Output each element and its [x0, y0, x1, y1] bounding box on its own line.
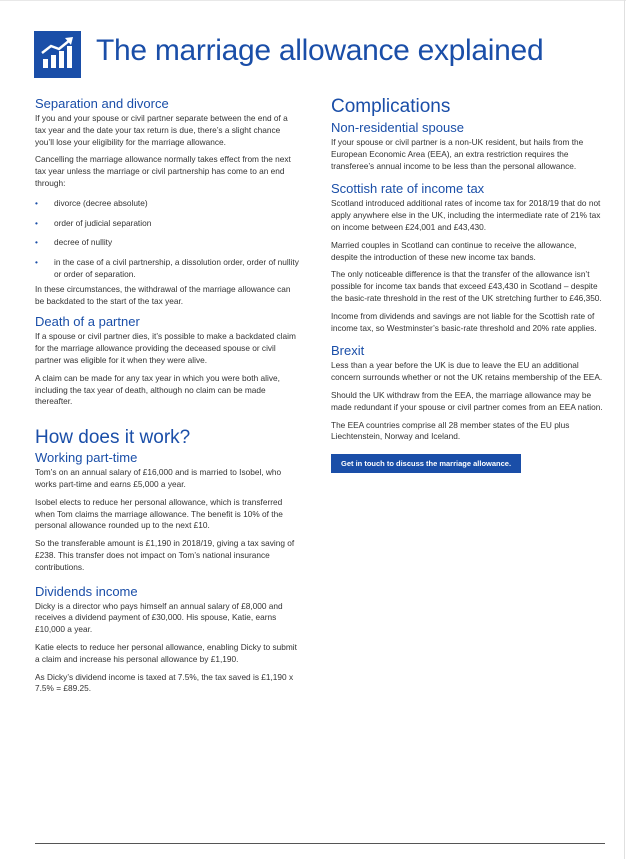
complications-heading: Complications — [331, 96, 451, 117]
list-item — [35, 198, 300, 210]
separation-paragraph-1: If you and your spouse or civil partner separate between the end of a tax year and the date your tax return is due, there’s a slight chance you’ll lose your eligibility for the marriage allowance. — [35, 113, 288, 147]
scottish-paragraph-4: Income from dividends and savings are not liable for the Scottish rate of income tax, so Westminster’s basic-rate threshold and 20% rate applies. — [331, 310, 597, 333]
dividends-paragraph-2: Katie elects to reduce her personal allowance, enabling Dicky to submit a claim and increase his personal allowance by £1,190. — [35, 641, 297, 664]
brexit-heading: Brexit — [331, 343, 365, 359]
page-edge — [624, 0, 625, 859]
bullet-icon: • — [35, 257, 38, 268]
separation-heading: Separation and divorce — [35, 96, 169, 111]
list-item — [35, 257, 300, 281]
separation-bullet-list — [35, 198, 300, 281]
growth-chart-icon — [34, 31, 81, 78]
brexit-paragraph-1: Less than a year before the UK is due to leave the EU an additional concern surrounds whether or not the UK retains membership of the EEA. — [331, 360, 603, 383]
death-paragraph-1: If a spouse or civil partner dies, it’s possible to make a backdated claim for the marriage allowance providing the deceased spouse or civil partner was eligible for it when they were alive. — [35, 331, 296, 365]
working-paragraph-1: Tom’s on an annual salary of £16,000 and is married to Isobel, who works part-time and earns £5,000 a year. — [35, 467, 282, 489]
top-border — [0, 0, 626, 1]
left-column — [35, 96, 300, 701]
scottish-heading: Scottish rate of income tax — [331, 181, 485, 197]
nonres-paragraph-1: If your spouse or civil partner is a non-UK resident, but hails from the European Economic Area (EEA), an extra restriction requires the transferee’s annual income to be less than the personal allowance. — [331, 137, 584, 171]
right-column — [331, 96, 604, 473]
list-item — [35, 237, 300, 249]
scottish-paragraph-3: The only noticeable difference is that the transfer of the allowance isn’t possible for income tax bands that exceed £43,430 in Scotland – despite the basic-rate threshold in the rest of the UK stretching further to £46,350. — [331, 269, 602, 303]
bullet-icon: • — [35, 237, 38, 248]
dividends-paragraph-3: As Dicky’s dividend income is taxed at 7.5%, the tax saved is £1,190 x 7.5% = £89.25. — [35, 671, 294, 694]
brexit-paragraph-2: Should the UK withdraw from the EEA, the marriage allowance may be made redundant if your spouse or civil partner comes from an EEA nation. — [331, 389, 603, 412]
separation-paragraph-3: In these circumstances, the withdrawal of the marriage allowance can be backdated to the start of the tax year. — [35, 283, 291, 306]
bullet-icon: • — [35, 217, 38, 228]
bullet-icon: • — [35, 197, 38, 208]
dividends-heading: Dividends income — [35, 583, 138, 599]
contact-cta-button[interactable]: Get in touch to discuss the marriage allowance. — [331, 454, 521, 473]
dividends-paragraph-1: Dicky is a director who pays himself an annual salary of £8,000 and receives a dividend payment of £30,000. His spouse, Katie, earns £10,000 a year. — [35, 600, 283, 635]
death-paragraph-2: A claim can be made for any tax year in which you were both alive, including the tax year of death, although no claim can be made thereafter. — [35, 372, 280, 407]
scottish-paragraph-1: Scotland introduced additional rates of income tax for 2018/19 that do not apply anywhere else in the UK, including the intermediate rate of 21% tax on income between £24,001 and £43,430. — [331, 198, 601, 232]
list-item — [35, 218, 300, 230]
page-title: The marriage allowance explained — [96, 34, 544, 67]
how-heading: How does it work? — [35, 427, 191, 449]
scottish-paragraph-2: Married couples in Scotland can continue to receive the allowance, despite the introduction of these new income tax bands. — [331, 239, 577, 262]
death-heading: Death of a partner — [35, 314, 140, 330]
working-paragraph-3: So the transferable amount is £1,190 in 2018/19, giving a tax saving of £238. This transfer does not impact on Tom’s national insurance contributions. — [35, 538, 295, 572]
bullet-text: decree of nullity — [54, 237, 113, 248]
bullet-text: divorce (decree absolute) — [54, 197, 148, 208]
bullet-text: in the case of a civil partnership, a dissolution order, order of nullity or order of separation. — [54, 257, 299, 279]
footer-divider — [35, 843, 605, 844]
working-heading: Working part-time — [35, 450, 138, 466]
nonres-heading: Non-residential spouse — [331, 120, 464, 135]
separation-paragraph-2: Cancelling the marriage allowance normally takes effect from the next tax year unless the marriage or civil partnership has come to an end through: — [35, 154, 291, 188]
bullet-text: order of judicial separation — [54, 217, 152, 228]
working-paragraph-2: Isobel elects to reduce her personal allowance, which is transferred when Tom claims the marriage allowance. The benefit is 10% of the personal allowance rounded up to the next £10. — [35, 496, 283, 531]
brexit-paragraph-3: The EEA countries comprise all 28 member states of the EU plus Liechtenstein, Norway and Iceland. — [331, 419, 570, 442]
